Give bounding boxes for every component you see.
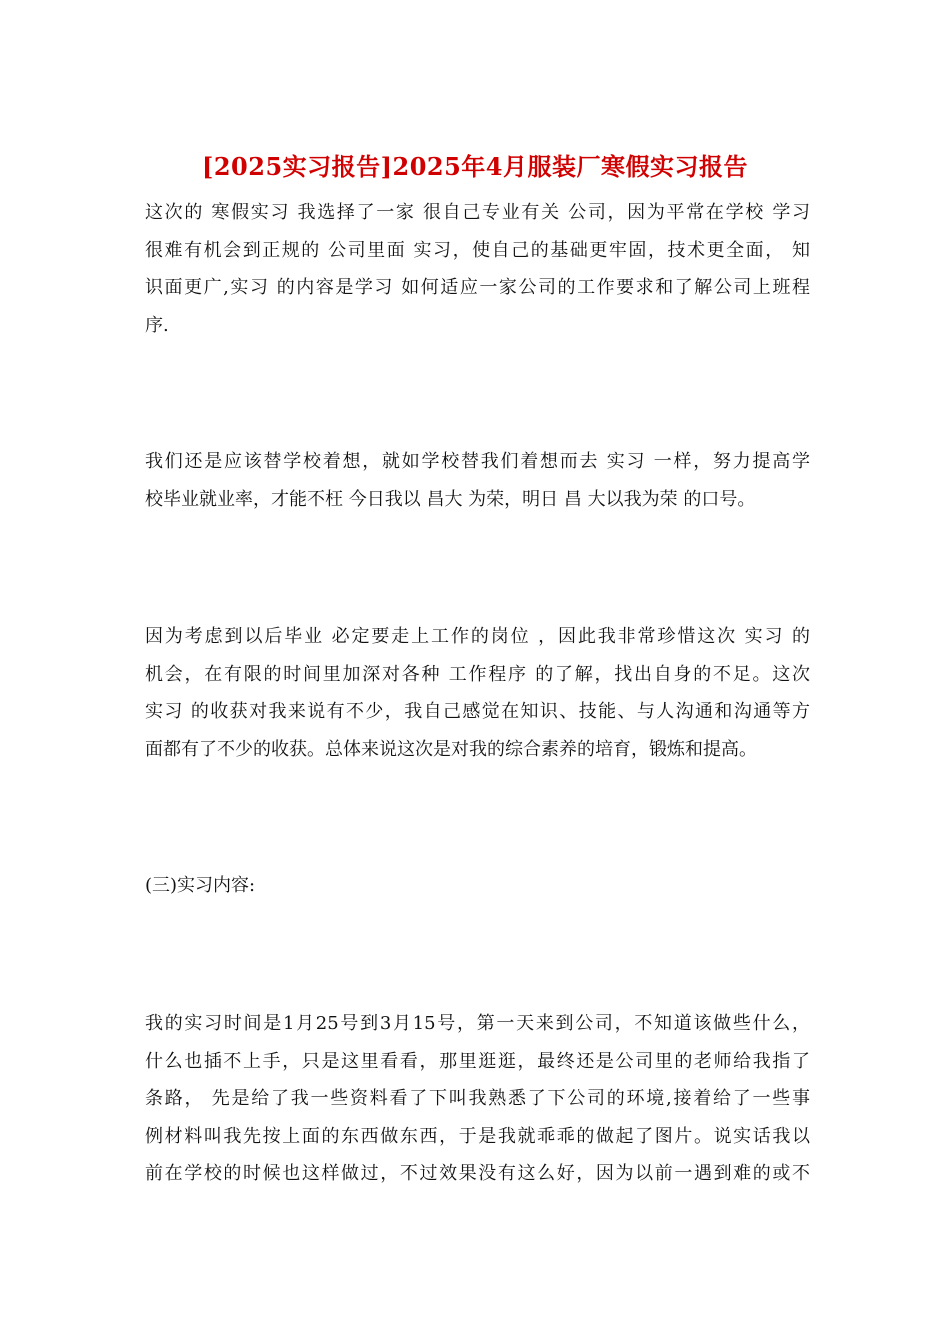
text-line: 因为考虑到以后毕业 必定要走上工作的岗位 ，因此我非常珍惜这次 实习 的 <box>145 626 810 647</box>
text-line: 条路， 先是给了我一些资料看了下叫我熟悉了下公司的环境,接着给了一些事 <box>145 1088 810 1109</box>
text-line: 机会，在有限的时间里加深对各种 工作程序 的了解，找出自身的不足。这次 <box>145 663 810 685</box>
text-line: 这次的 寒假实习 我选择了一家 很自己专业有关 公司，因为平常在学校 学习 <box>145 202 810 223</box>
text-line: 序. <box>145 314 169 336</box>
text-line: 我们还是应该替学校着想，就如学校替我们着想而去 实习 一样，努力提高学 <box>145 451 810 472</box>
paragraph-school <box>145 443 810 518</box>
document-title: [2025实习报告]2025年4月服装厂寒假实习报告 <box>201 152 748 181</box>
text-line: (三)实习内容: <box>145 875 256 896</box>
section-heading-internship-content <box>145 867 810 905</box>
paragraph-internship-time <box>145 1005 810 1193</box>
paragraph-opportunity <box>145 618 810 768</box>
text-line: 实习 的收获对我来说有不少，我自己感觉在知识、技能、与人沟通和沟通等方 <box>145 701 810 722</box>
paragraph-intro <box>145 194 810 344</box>
text-line: 识面更广,实习 的内容是学习 如何适应一家公司的工作要求和了解公司上班程 <box>145 277 810 298</box>
text-line: 前在学校的时候也这样做过，不过效果没有这么好，因为以前一遇到难的或不 <box>145 1163 810 1184</box>
text-line: 什么也插不上手，只是这里看看，那里逛逛，最终还是公司里的老师给我指了 <box>145 1050 810 1072</box>
text-line: 我的实习时间是1月25号到3月15号，第一天来到公司，不知道该做些什么， <box>145 1013 810 1034</box>
text-line: 例材料叫我先按上面的东西做东西，于是我就乖乖的做起了图片。说实话我以 <box>145 1125 810 1147</box>
text-line: 很难有机会到正规的 公司里面 实习，使自己的基础更牢固，技术更全面， 知 <box>145 239 810 261</box>
text-line: 面都有了不少的收获。总体来说这次是对我的综合素养的培育，锻炼和提高。 <box>145 738 757 760</box>
text-line: 校毕业就业率，才能不枉 今日我以 昌大 为荣，明日 昌 大以我为荣 的口号。 <box>145 488 756 510</box>
